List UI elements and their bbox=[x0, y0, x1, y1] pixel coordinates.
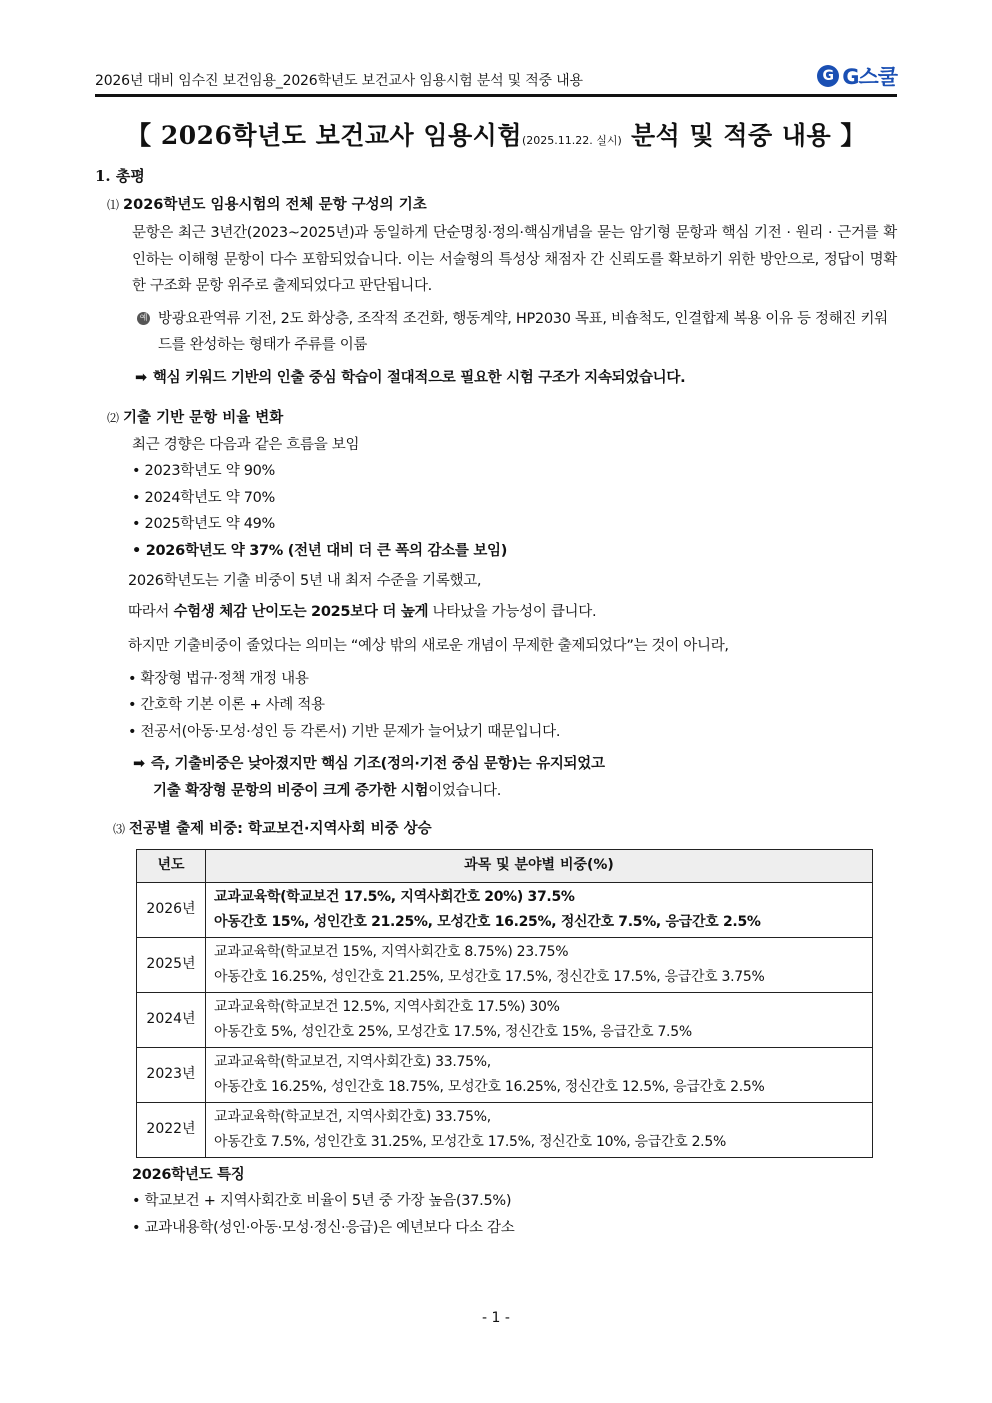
trend-line-3: 하지만 기출비중이 줄었다는 의미는 “예상 밖의 새로운 개념이 무제한 출제되었다”는 것이 아니라, bbox=[128, 638, 729, 654]
subsection-heading-3 bbox=[113, 816, 897, 843]
conclusion-text: 즉, 기출비중은 낮아졌지만 핵심 기조(정의·기전 중심 문항)는 유지되었고 bbox=[150, 756, 605, 772]
list-item-highlight: • 2026학년도 약 37% (전년 대비 더 큰 폭의 감소를 보임) bbox=[132, 542, 508, 559]
content-cell bbox=[206, 937, 873, 992]
text-span: 이었습니다. bbox=[428, 782, 502, 799]
conclusion-text: 핵심 키워드 기반의 인출 중심 학습이 절대적으로 필요한 시험 구조가 지속되었습니다. bbox=[152, 369, 686, 386]
features-heading: 2026학년도 특징 bbox=[132, 1166, 245, 1183]
list-item: • 교과내용학(성인·아동·모성·정신·응급)은 예년보다 다소 감소 bbox=[132, 1219, 515, 1236]
content-line: 아동간호 5%, 성인간호 25%, 모성간호 17.5%, 정신간호 15%, 응급간호 7.5% bbox=[214, 1023, 692, 1040]
content-line: 아동간호 7.5%, 성인간호 31.25%, 모성간호 17.5%, 정신간호 10%, 응급간호 2.5% bbox=[214, 1133, 726, 1150]
content-line: 아동간호 15%, 성인간호 21.25%, 모성간호 16.25%, 정신간호 7.5%, 응급간호 2.5% bbox=[214, 913, 761, 930]
title-main: 2026학년도 보건교사 임용시험 bbox=[151, 121, 522, 150]
content-line: 아동간호 16.25%, 성인간호 21.25%, 모성간호 17.5%, 정신간호 17.5%, 응급간호 3.75% bbox=[214, 968, 765, 985]
subsection-number: ⑶ bbox=[113, 822, 126, 836]
content-cell bbox=[206, 1047, 873, 1102]
gschool-logo bbox=[817, 62, 897, 90]
subsection-heading-2 bbox=[107, 405, 897, 432]
trend-line-2 bbox=[128, 599, 897, 626]
content-line: 교과교육학(학교보건 12.5%, 지역사회간호 17.5%) 30% bbox=[214, 998, 560, 1015]
emphasis-text: 기출 확장형 문항의 비중이 크게 증가한 시험 bbox=[153, 782, 429, 799]
list-item: • 학교보건 + 지역사회간호 비율이 5년 중 가장 높음(37.5%) bbox=[132, 1193, 512, 1209]
right-arrow-icon: ➡ bbox=[135, 369, 147, 386]
content-cell bbox=[206, 1102, 873, 1157]
table-row bbox=[137, 882, 873, 937]
subsection-number: ⑵ bbox=[107, 411, 120, 425]
title-close-bracket: 】 bbox=[840, 121, 866, 150]
content-cell bbox=[206, 882, 873, 937]
example-text: 방광요관역류 기전, 2도 화상층, 조작적 조건화, 행동계약, HP2030 목표, 비숍척도, 인결합제 복용 이유 등 정해진 키워드를 완성하는 형태가 주류를 이룸 bbox=[158, 310, 888, 353]
year-cell: 2024년 bbox=[137, 992, 206, 1047]
conclusion-2-cont bbox=[153, 778, 897, 805]
page-number: - 1 - bbox=[482, 1310, 510, 1326]
content-line: 교과교육학(학교보건 15%, 지역사회간호 8.75%) 23.75% bbox=[214, 943, 569, 960]
content-cell bbox=[206, 992, 873, 1047]
year-cell: 2026년 bbox=[137, 882, 206, 937]
content-line: 교과교육학(학교보건 17.5%, 지역사회간호 20%) 37.5% bbox=[214, 888, 575, 905]
content-line: 아동간호 16.25%, 성인간호 18.75%, 모성간호 16.25%, 정신간호 12.5%, 응급간호 2.5% bbox=[214, 1078, 765, 1095]
subsection-title: 2026학년도 임용시험의 전체 문항 구성의 기초 bbox=[123, 196, 427, 213]
column-header-content: 과목 및 분야별 비중(%) bbox=[206, 849, 873, 882]
example-mark-icon: 예 bbox=[137, 312, 150, 325]
list-item: • 2023학년도 약 90% bbox=[132, 463, 276, 479]
content-line: 교과교육학(학교보건, 지역사회간호) 33.75%, bbox=[214, 1108, 491, 1125]
list-item: • 2024학년도 약 70% bbox=[132, 489, 276, 506]
content-line: 교과교육학(학교보건, 지역사회간호) 33.75%, bbox=[214, 1053, 491, 1070]
title-suffix: 분석 및 적중 내용 bbox=[621, 121, 841, 150]
logo-mark-icon: G bbox=[817, 65, 839, 87]
year-cell: 2022년 bbox=[137, 1102, 206, 1157]
conclusion-1 bbox=[135, 365, 897, 392]
list-item: • 2025학년도 약 49% bbox=[132, 516, 276, 532]
section-heading-overview: 1. 총평 bbox=[95, 167, 145, 185]
subsection-title: 전공별 출제 비중: 학교보건·지역사회 비중 상승 bbox=[129, 821, 432, 837]
subsection-heading-1 bbox=[107, 192, 897, 219]
document-body bbox=[95, 163, 897, 1241]
title-date: (2025.11.22. 실시) bbox=[521, 134, 622, 147]
year-cell: 2025년 bbox=[137, 937, 206, 992]
paragraph-structure: 문항은 최근 3년간(2023~2025년)과 동일하게 단순명칭·정의·핵심개념을 묻는 암기형 문항과 핵심 기전 · 원리 · 근거를 확인하는 이해형 문항이 다수 포함되었습니다. 이는 서술형의 특성상 채점자 간 신뢰도를 확보하기 위한 방안으로, 정답이 명확한 구조화 문항 위주로 출제되었다고 판단됩니다. bbox=[132, 225, 897, 294]
conclusion-2 bbox=[133, 751, 897, 778]
list-item: • 간호학 기본 이론 + 사례 적용 bbox=[128, 697, 325, 713]
subsection-number: ⑴ bbox=[107, 197, 120, 212]
list-item: • 전공서(아동·모성·성인 등 각론서) 기반 문제가 늘어났기 때문입니다. bbox=[128, 723, 561, 740]
trend-line-1: 2026학년도는 기출 비중이 5년 내 최저 수준을 기록했고, bbox=[128, 573, 482, 589]
header-text: 2026년 대비 임수진 보건임용_2026학년도 보건교사 임용시험 분석 및 적중 내용 bbox=[95, 73, 583, 89]
emphasis-text: 수험생 체감 난이도는 2025보다 더 높게 bbox=[173, 603, 429, 620]
header-divider bbox=[95, 94, 897, 97]
subsection-title: 기출 기반 문항 비율 변화 bbox=[123, 410, 284, 426]
list-item: • 확장형 법규·정책 개정 내용 bbox=[128, 670, 309, 687]
subject-ratio-table bbox=[136, 849, 873, 1158]
table-row bbox=[137, 1102, 873, 1157]
text-span: 나타났을 가능성이 큽니다. bbox=[428, 603, 597, 620]
title-open-bracket: 【 bbox=[126, 121, 152, 150]
year-cell: 2023년 bbox=[137, 1047, 206, 1102]
logo-text: G스쿨 bbox=[842, 65, 897, 89]
example-note bbox=[137, 306, 897, 359]
text-span: 따라서 bbox=[128, 603, 174, 620]
page-header bbox=[95, 62, 897, 96]
column-header-year: 년도 bbox=[137, 849, 206, 882]
right-arrow-icon: ➡ bbox=[133, 756, 145, 772]
table-row bbox=[137, 992, 873, 1047]
table-row bbox=[137, 1047, 873, 1102]
document-title bbox=[95, 116, 897, 152]
table-row bbox=[137, 937, 873, 992]
table-header-row bbox=[137, 849, 873, 882]
trend-intro: 최근 경향은 다음과 같은 흐름을 보임 bbox=[132, 436, 360, 453]
